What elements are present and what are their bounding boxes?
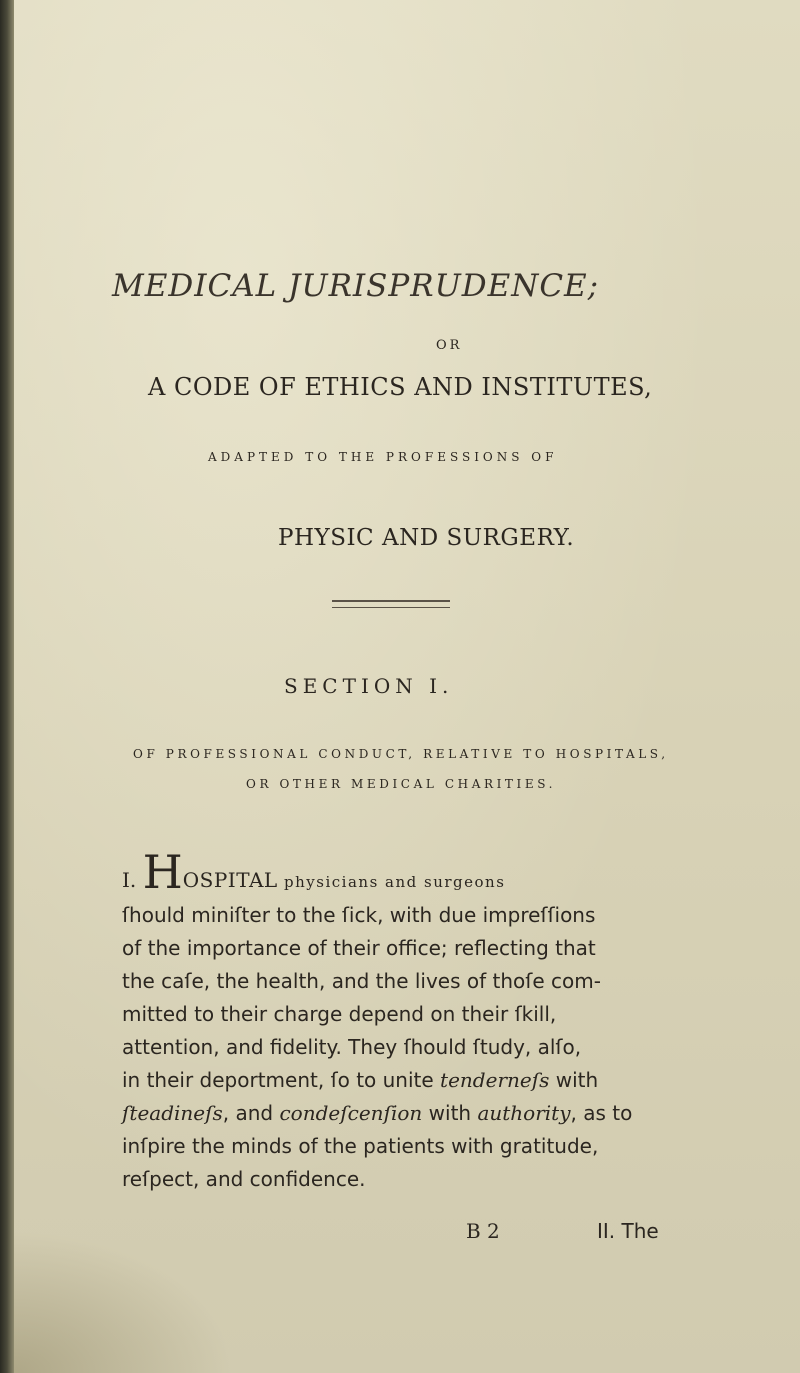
ornamental-rule [332,600,450,608]
catchword: II. The [597,1219,659,1243]
paragraph-line-8 [122,1097,722,1130]
paragraph-line-2: ſhould miniſter to the ſick, with due impreſſions [122,903,596,927]
line7-end: with [549,1068,599,1092]
italic-condescension: condeſcenſion [279,1101,423,1125]
physic-line: PHYSIC AND SURGERY. [278,525,575,551]
title-or: OR [436,338,463,353]
paragraph-line-10: reſpect, and confidence. [122,1167,366,1191]
line1-tail: physicians and surgeons [284,873,506,891]
paragraph-line-7 [122,1064,722,1097]
line8-with: with [422,1101,478,1125]
paragraph-line-1 [122,845,722,899]
page-binding-edge [0,0,14,1373]
paragraph-line-5: mitted to their charge depend on their ſkill, [122,1002,557,1026]
adapted-line: ADAPTED TO THE PROFESSIONS OF [208,450,558,464]
section-subheading-line1: OF PROFESSIONAL CONDUCT, RELATIVE TO HOSPITALS, [133,747,669,761]
paragraph-line-6: attention, and fidelity. They ſhould ſtudy, alſo, [122,1035,582,1059]
italic-authority: authority [477,1101,571,1125]
italic-steadiness: ſteadineſs [122,1101,223,1125]
paragraph-line-4: the caſe, the health, and the lives of thoſe com- [122,969,601,993]
line8-and: , and [222,1101,280,1125]
italic-tenderness: tenderneſs [440,1068,550,1092]
signature-mark: B 2 [466,1219,500,1243]
paper-stain [14,1230,234,1373]
line8-end: , as to [570,1101,633,1125]
paragraph-numeral: I. [122,868,137,892]
paragraph-line-3: of the importance of their office; reflecting that [122,936,596,960]
line7-text: in their deportment, ſo to unite [122,1068,441,1092]
book-title: MEDICAL JURISPRUDENCE; [112,268,600,304]
lead-word-caps: OSPITAL [182,868,278,892]
body-paragraph [122,845,722,1196]
paragraph-line-9: inſpire the minds of the patients with gratitude, [122,1134,599,1158]
drop-cap: H [142,845,183,899]
book-subtitle: A CODE OF ETHICS AND INSTITUTES, [148,373,653,401]
section-heading: SECTION I. [284,674,454,698]
section-subheading-line2: OR OTHER MEDICAL CHARITIES. [246,777,557,791]
